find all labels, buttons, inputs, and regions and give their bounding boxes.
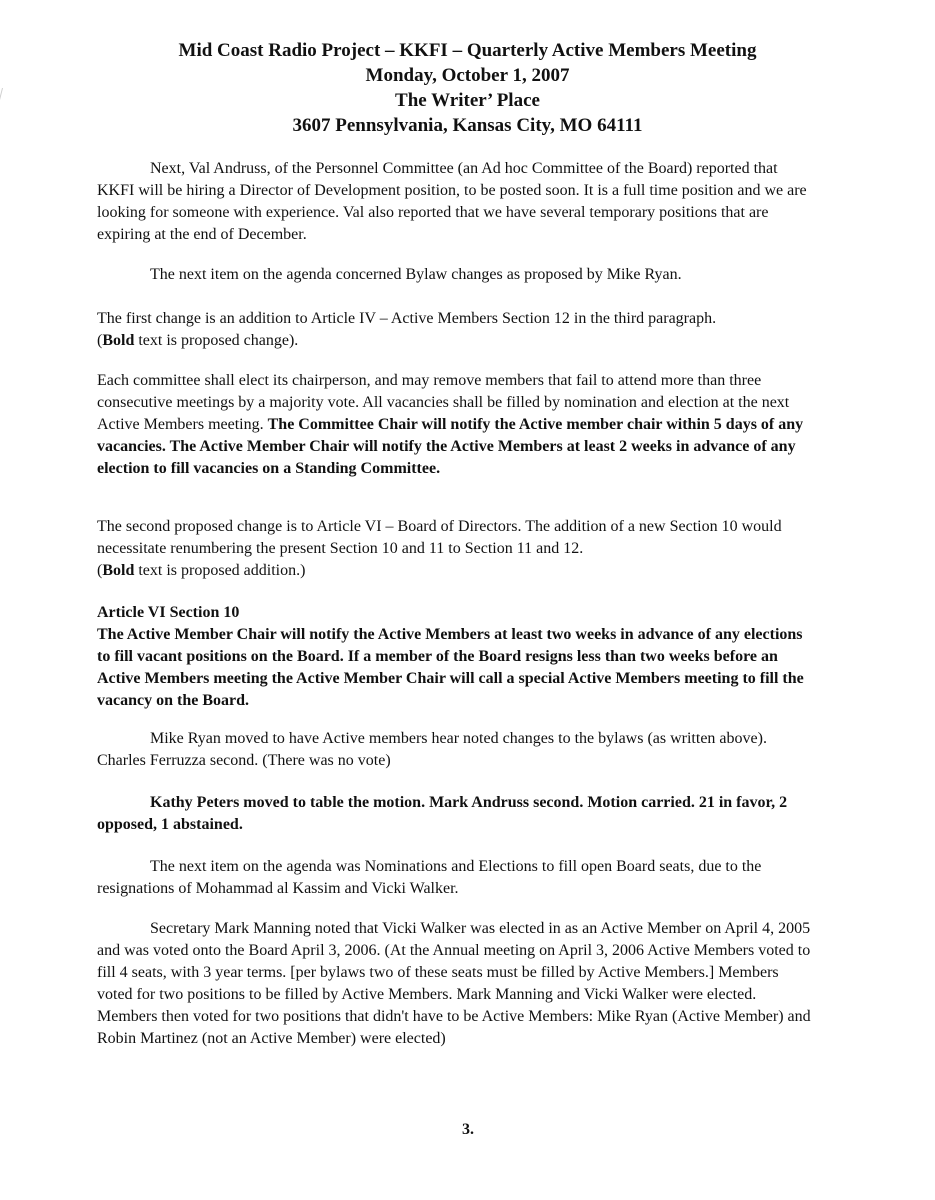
note-rest: text is proposed change). [134, 332, 299, 349]
note-open-paren: ( [97, 562, 103, 579]
article-section [97, 602, 815, 712]
paragraph-committee-text [97, 370, 815, 480]
paragraph-text: The next item on the agenda was Nominations and Elections to fill open Board seats, due to the resignations of Mohammad al Kassim and Vicki Walker. [97, 858, 762, 897]
paragraph-text: Secretary Mark Manning noted that Vicki Walker was elected in as an Active Member on April 4, 2005 and was voted onto the Board April 3, 2006. (At the Annual meeting on April 3, 2006 Active Members voted to fill 4 seats, with 3 year terms. [per bylaws two of these seats must be filled by Active Members.] Members voted for two positions to be filled by Active Members. Mark Manning and Vicki Walker were elected. Members then voted for two positions that didn't have to be Active Members: Mike Ryan (Active Member) and Robin Martinez (not an Active Member) were elected) [97, 920, 811, 1047]
paragraph-note [97, 330, 815, 352]
paragraph-text: Mike Ryan moved to have Active members hear noted changes to the bylaws (as written above). Charles Ferruzza second. (There was no vote) [97, 730, 767, 769]
paragraph-secretary-note [97, 918, 815, 1050]
paragraph-personnel [97, 158, 815, 246]
committee-normal-text: Each committee shall elect its chairperson, and may remove members that fail to attend more than three consecutive meetings by a majority vote. All vacancies shall be filled by nomination and election at the next Active Members meeting. [97, 372, 790, 433]
paragraph-note [97, 560, 815, 582]
paragraph-bylaw-intro [97, 264, 815, 286]
note-bold-word: Bold [102, 332, 135, 349]
scan-edge-mark [0, 88, 25, 168]
paragraph-text: The next item on the agenda concerned Bylaw changes as proposed by Mike Ryan. [150, 266, 682, 283]
header-address: 3607 Pennsylvania, Kansas City, MO 64111 [292, 115, 643, 136]
paragraph-mike-ryan-motion [97, 728, 815, 772]
committee-bold-text: The Committee Chair will notify the Active member chair within 5 days of any vacancies. The Active Member Chair will notify the Active Members at least 2 weeks in advance of any election to fill vacancies on a Standing Committee. [97, 416, 804, 477]
paragraph-nominations [97, 856, 815, 900]
page-number: 3. [462, 1121, 474, 1138]
paragraph-table-motion [97, 792, 815, 836]
paragraph-text: Next, Val Andruss, of the Personnel Committee (an Ad hoc Committee of the Board) reported that KKFI will be hiring a Director of Development position, to be posted soon. It is a full time position and we are looking for someone with experience. Val also reported that we have several temporary positions that are expiring at the end of December. [97, 160, 807, 243]
note-bold-word: Bold [102, 562, 135, 579]
header-date: Monday, October 1, 2007 [365, 65, 570, 86]
paragraph-first-change [97, 308, 815, 352]
article-text: The Active Member Chair will notify the Active Members at least two weeks in advance of any elections to fill vacant positions on the Board. If a member of the Board resigns less than two weeks before an Active Members meeting the Active Member Chair will call a special Active Members meeting to fill the vacancy on the Board. [97, 626, 804, 709]
paragraph-text: The first change is an addition to Article IV – Active Members Section 12 in the third paragraph. [97, 310, 717, 327]
article-heading: Article VI Section 10 [97, 604, 240, 621]
document-header [60, 38, 875, 138]
note-rest: text is proposed addition.) [134, 562, 306, 579]
header-title: Mid Coast Radio Project – KKFI – Quarterly Active Members Meeting [178, 40, 757, 61]
header-venue: The Writer’ Place [395, 90, 540, 111]
note-open-paren: ( [97, 332, 103, 349]
paragraph-text: The second proposed change is to Article VI – Board of Directors. The addition of a new Section 10 would necessitate renumbering the present Section 10 and 11 to Section 11 and 12. [97, 518, 782, 557]
paragraph-text [97, 370, 815, 480]
paragraph-second-change [97, 516, 815, 582]
paragraph-text: Kathy Peters moved to table the motion. Mark Andruss second. Motion carried. 21 in favor, 2 opposed, 1 abstained. [97, 794, 788, 833]
